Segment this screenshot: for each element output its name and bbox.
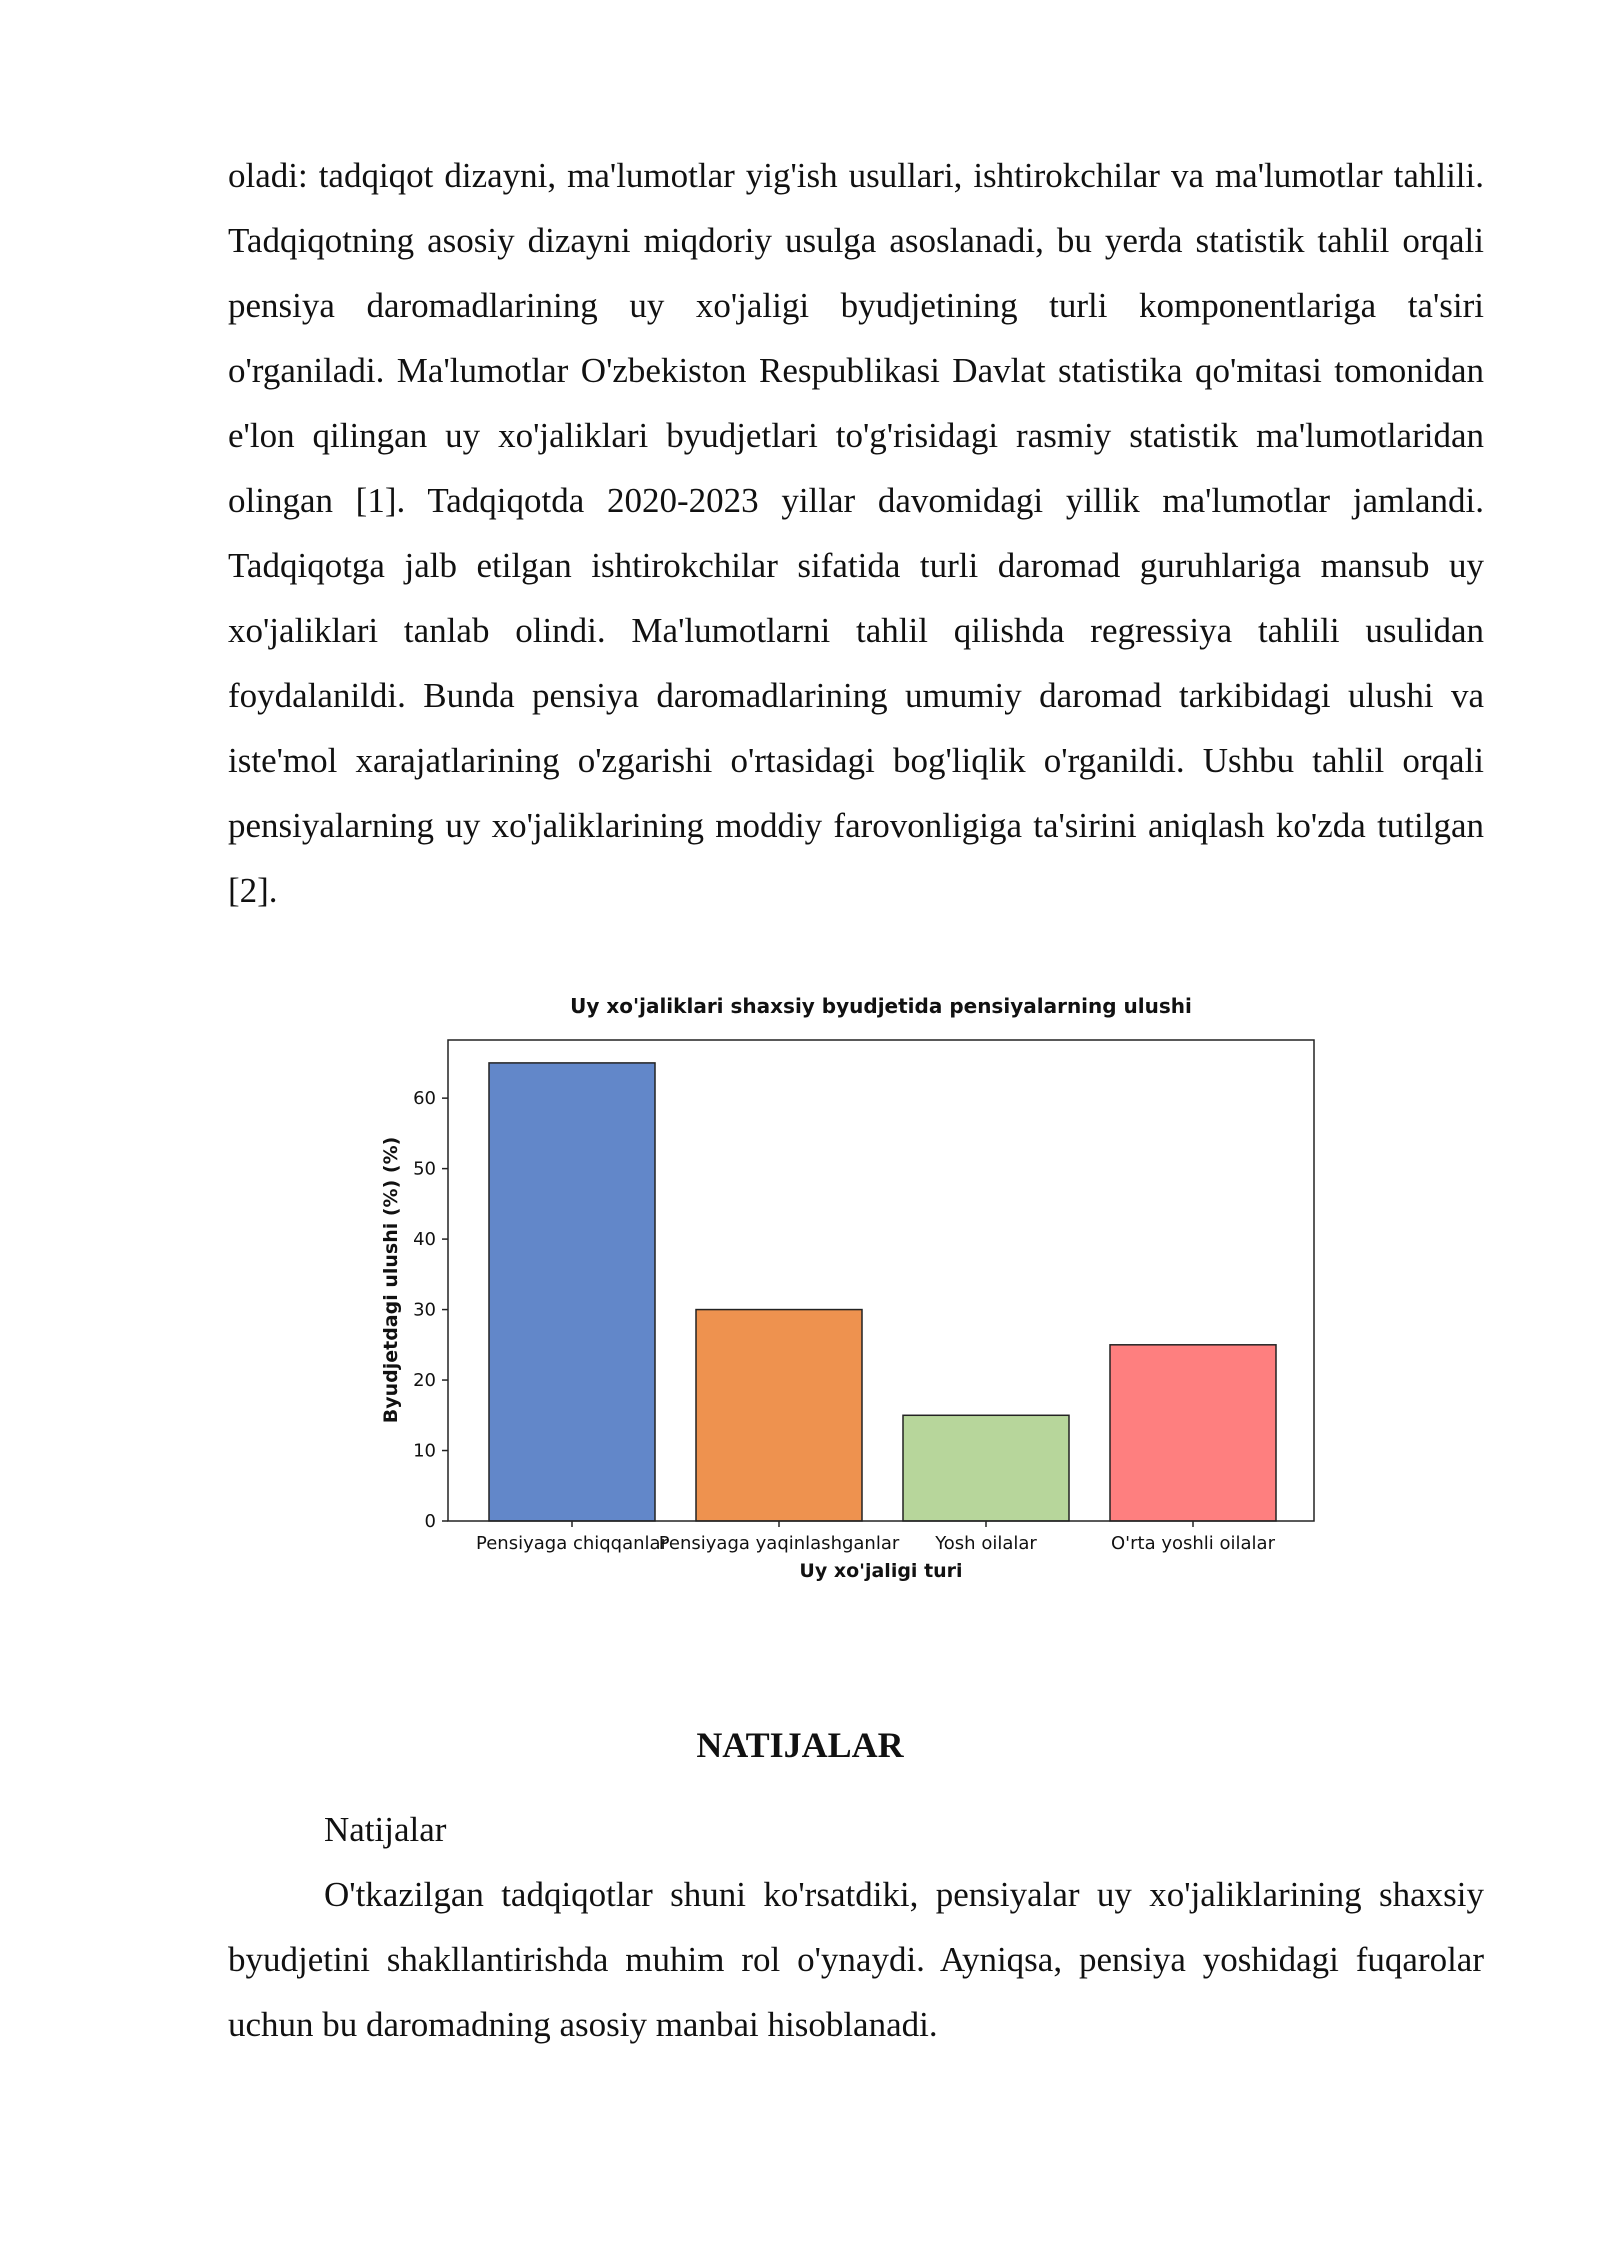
- y-axis-label: Byudjetdagi ulushi (%) (%): [380, 1136, 402, 1424]
- y-tick-label: 10: [413, 1440, 436, 1462]
- x-tick-label: O'rta yoshli oilalar: [1111, 1533, 1275, 1554]
- bar-3: [1110, 1345, 1276, 1521]
- y-tick-label: 20: [413, 1370, 436, 1392]
- y-tick-label: 50: [413, 1158, 436, 1180]
- x-tick-label: Pensiyaga yaqinlashganlar: [658, 1533, 900, 1554]
- subheading: Natijalar: [324, 1810, 447, 1849]
- x-axis-label: Uy xo'jaligi turi: [799, 1560, 963, 1582]
- y-tick-label: 60: [413, 1088, 436, 1110]
- chart-svg: [365, 995, 1345, 1605]
- chart-title: Uy xo'jaliklari shaxsiy byudjetida pensiyalarning ulushi: [570, 995, 1192, 1018]
- bar-1: [696, 1310, 862, 1521]
- results-paragraph: O'tkazilgan tadqiqotlar shuni ko'rsatdiki, pensiyalar uy xo'jaliklarining shaxsiy byudjetini shakllantirishda muhim rol o'ynaydi. Ayniqsa, pensiya yoshidagi fuqarolar uchun bu daromadning asosiy manbai hisoblanadi.: [228, 1875, 1484, 2044]
- y-tick-label: 40: [413, 1229, 436, 1251]
- x-tick-label: Pensiyaga chiqqanlar: [476, 1533, 668, 1554]
- bar-chart: [365, 995, 1345, 1605]
- x-axis: [476, 1521, 1276, 1554]
- y-tick-label: 0: [424, 1511, 436, 1532]
- y-axis: [413, 1088, 448, 1532]
- bar-0: [489, 1063, 655, 1521]
- x-tick-label: Yosh oilalar: [935, 1533, 1037, 1554]
- y-tick-label: 30: [413, 1299, 436, 1321]
- section-heading: NATIJALAR: [696, 1725, 904, 1765]
- bars-layer: [489, 1063, 1276, 1521]
- methodology-paragraph: oladi: tadqiqot dizayni, ma'lumotlar yig'ish usullari, ishtirokchilar va ma'lumotlar tahlili. Tadqiqotning asosiy dizayni miqdoriy usulga asoslanadi, bu yerda statistik tahlil orqali pensiya daromadlarining uy xo'jaligi byudjetining turli komponentlariga ta'siri o'rganiladi. Ma'lumotlar O'zbekiston Respublikasi Davlat statistika qo'mitasi tomonidan e'lon qilingan uy xo'jaliklari byudjetlari to'g'risidagi rasmiy statistik ma'lumotlaridan olingan [1]. Tadqiqotda 2020-2023 yillar davomidagi yillik ma'lumotlar jamlandi. Tadqiqotga jalb etilgan ishtirokchilar sifatida turli daromad guruhlariga mansub uy xo'jaliklari tanlab olindi. Ma'lumotlarni tahlil qilishda regressiya tahlili usulidan foydalanildi. Bunda pensiya daromadlarining umumiy daromad tarkibidagi ulushi va iste'mol xarajatlarining o'zgarishi o'rtasidagi bog'liqlik o'rganildi. Ushbu tahlil orqali pensiyalarning uy xo'jaliklarining moddiy farovonligiga ta'sirini aniqlash ko'zda tutilgan [2].: [228, 156, 1484, 910]
- bar-2: [903, 1415, 1069, 1521]
